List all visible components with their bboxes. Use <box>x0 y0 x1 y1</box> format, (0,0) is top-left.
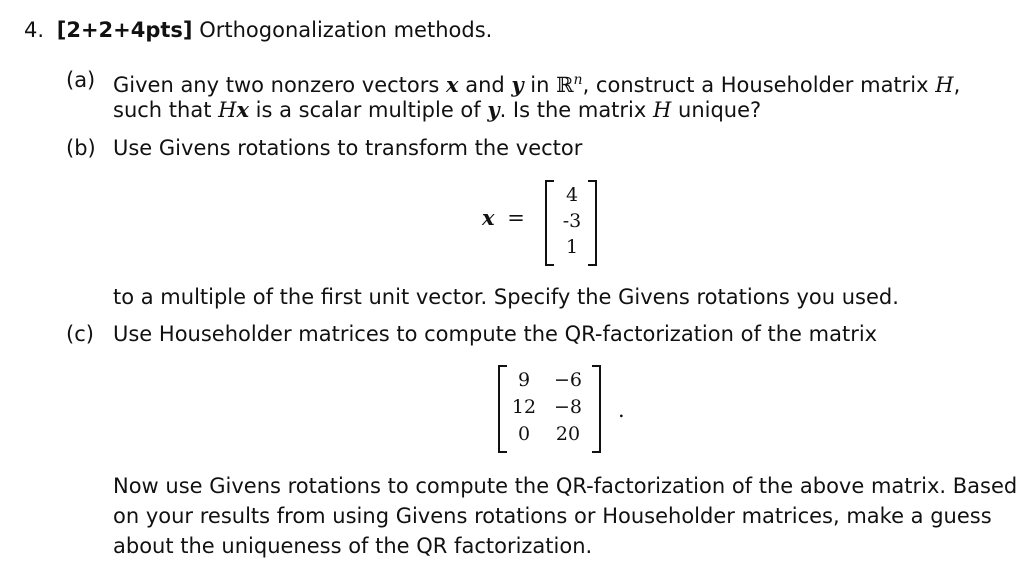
math-x: x <box>236 97 249 122</box>
math-n: n <box>573 72 583 88</box>
matrix-entry: 0 <box>517 423 531 445</box>
problem-points: [2+2+4pts] <box>56 18 193 42</box>
matrix-entry: 12 <box>511 396 537 418</box>
vector-x <box>545 180 597 266</box>
text: in <box>523 73 557 97</box>
matrix-entry: 20 <box>555 423 581 445</box>
part-a-line-2 <box>113 96 761 124</box>
part-c-paragraph-line-1: Now use Givens rotations to compute the QR-factorization of the above matrix. Based <box>113 474 1018 498</box>
part-c-paragraph-line-2: on your results from using Givens rotations or Householder matrices, make a guess <box>113 504 992 528</box>
math-x: x <box>482 205 495 230</box>
vector-lhs <box>482 204 525 232</box>
part-a-line-1 <box>113 66 960 99</box>
text: , construct a Householder matrix <box>582 73 936 97</box>
part-a-marker: (a) <box>66 68 96 92</box>
equals-sign: = <box>507 206 525 230</box>
problem-title: Orthogonalization methods. <box>199 18 493 42</box>
problem-header <box>24 16 492 44</box>
part-c-marker: (c) <box>66 322 94 346</box>
matrix-entry: −6 <box>553 369 582 391</box>
text: is a scalar multiple of <box>248 98 488 122</box>
math-reals: ℝ <box>556 73 574 97</box>
right-bracket <box>588 180 597 266</box>
math-H: H <box>218 98 237 122</box>
math-y: y <box>511 72 524 97</box>
part-c-paragraph-line-3: about the uniqueness of the QR factorization. <box>113 534 593 558</box>
vector-entry: 1 <box>565 236 579 258</box>
text: such that <box>113 98 219 122</box>
right-bracket <box>592 365 601 453</box>
math-H: H <box>653 98 672 122</box>
part-b-marker: (b) <box>66 136 96 160</box>
math-x: x <box>446 72 459 97</box>
part-b-line-2: to a multiple of the first unit vector. Specify the Givens rotations you used. <box>113 285 899 309</box>
vector-entry: 4 <box>565 184 579 206</box>
vector-entry: -3 <box>562 210 582 232</box>
matrix-period: . <box>618 398 625 422</box>
text: and <box>458 73 512 97</box>
text: . Is the matrix <box>499 98 653 122</box>
text: unique? <box>671 98 762 122</box>
left-bracket <box>545 180 554 266</box>
matrix-entry: 9 <box>517 369 531 391</box>
part-c-line-1: Use Householder matrices to compute the QR-factorization of the matrix <box>113 322 878 346</box>
part-b-line-1: Use Givens rotations to transform the vector <box>113 136 583 160</box>
math-y: y <box>487 97 500 122</box>
text: Given any two nonzero vectors <box>113 73 446 97</box>
problem-number: 4. <box>24 18 45 42</box>
matrix-entry: −8 <box>553 396 582 418</box>
matrix-a <box>498 365 608 455</box>
math-H: H <box>935 73 954 97</box>
text: , <box>953 73 961 97</box>
